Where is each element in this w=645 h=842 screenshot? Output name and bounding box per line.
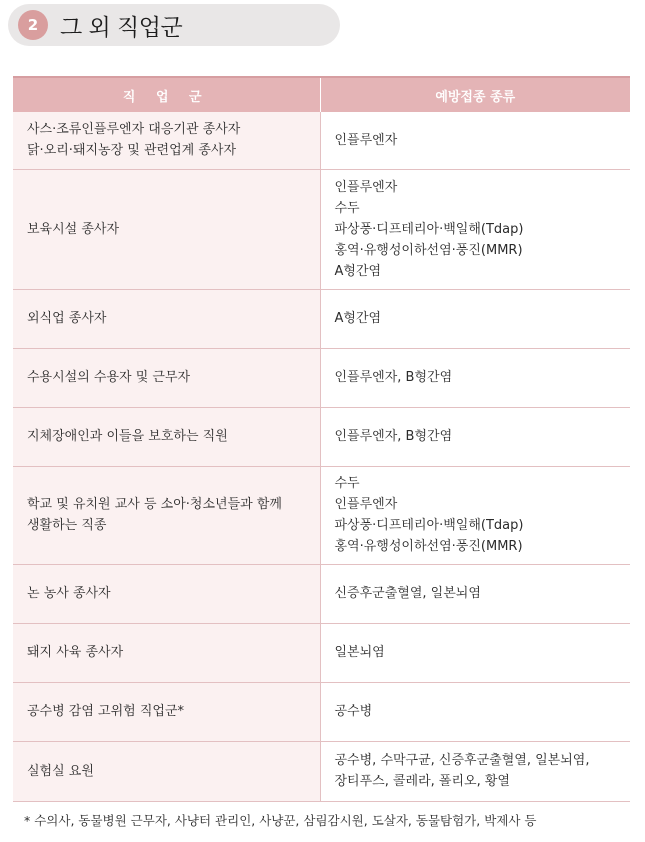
vaccine-text: 홍역·유행성이하선염·풍진(MMR) xyxy=(334,539,523,554)
section-header xyxy=(8,4,340,46)
section-title: 그 외 직업군 xyxy=(60,14,183,41)
vaccine-text: 공수병 xyxy=(334,704,373,719)
vaccine-text: 공수병, 수막구균, 신증후군출혈열, 일본뇌염, xyxy=(334,753,590,768)
table-row xyxy=(13,407,630,466)
vaccine-text: 파상풍·디프테리아·백일해(Tdap) xyxy=(334,518,524,533)
section-number-badge: 2 xyxy=(18,10,48,40)
occupation-vaccine-table xyxy=(13,76,630,802)
vaccine-text: 일본뇌염 xyxy=(334,645,385,660)
vaccine-cell xyxy=(320,169,630,289)
occupation-cell xyxy=(13,564,320,623)
occupation-cell xyxy=(13,289,320,348)
table-row xyxy=(13,564,630,623)
vaccine-cell xyxy=(320,289,630,348)
occupation-cell xyxy=(13,682,320,741)
vaccine-text: A형간염 xyxy=(334,311,382,326)
vaccine-cell xyxy=(320,564,630,623)
occupation-cell xyxy=(13,466,320,564)
occupation-cell xyxy=(13,407,320,466)
occupation-text: 생활하는 직종 xyxy=(27,518,107,533)
table-row xyxy=(13,348,630,407)
vaccine-cell xyxy=(320,741,630,801)
occupation-cell xyxy=(13,623,320,682)
occupation-text: 지체장애인과 이들을 보호하는 직원 xyxy=(27,429,228,444)
table-row xyxy=(13,289,630,348)
vaccine-cell xyxy=(320,407,630,466)
footnote: * 수의사, 동물병원 근무자, 사냥터 관리인, 사냥꾼, 삼림감시원, 도살자, 동물탐험가, 박제사 등 xyxy=(24,813,537,828)
vaccine-text: 수두 xyxy=(334,476,360,491)
table-row xyxy=(13,682,630,741)
table-row xyxy=(13,741,630,801)
table-row xyxy=(13,169,630,289)
occupation-cell xyxy=(13,741,320,801)
occupation-cell xyxy=(13,348,320,407)
vaccine-text: 신증후군출혈열, 일본뇌염 xyxy=(334,586,481,601)
vaccine-text: 장티푸스, 콜레라, 폴리오, 황열 xyxy=(334,774,510,789)
occupation-text: 보육시설 종사자 xyxy=(27,221,120,237)
vaccine-text: 수두 xyxy=(334,200,360,216)
occupation-cell xyxy=(13,169,320,289)
occupation-cell xyxy=(13,112,320,169)
table-row xyxy=(13,112,630,169)
vaccine-text: 인플루엔자, B형간염 xyxy=(334,370,453,385)
occupation-text: 돼지 사육 종사자 xyxy=(27,645,124,660)
vaccine-text: 홍역·유행성이하선염·풍진(MMR) xyxy=(334,242,523,258)
header-vaccine-type: 예방접종 종류 xyxy=(320,77,630,112)
vaccine-text: 인플루엔자, B형간염 xyxy=(334,429,453,444)
vaccine-text: 파상풍·디프테리아·백일해(Tdap) xyxy=(334,221,524,237)
header-occupation: 직 업 군 xyxy=(13,77,320,112)
vaccine-cell xyxy=(320,682,630,741)
occupation-text: 실험실 요원 xyxy=(27,763,94,779)
vaccine-cell xyxy=(320,623,630,682)
vaccine-text: 인플루엔자 xyxy=(334,497,398,512)
occupation-text: 사스·조류인플루엔자 대응기관 종사자 xyxy=(27,122,241,138)
occupation-text: 학교 및 유치원 교사 등 소아·청소년들과 함께 xyxy=(27,497,282,512)
vaccine-cell xyxy=(320,112,630,169)
occupation-text: 수용시설의 수용자 및 근무자 xyxy=(27,370,191,385)
occupation-text: 논 농사 종사자 xyxy=(27,586,111,601)
table-row xyxy=(13,623,630,682)
vaccine-text: A형간염 xyxy=(334,263,382,279)
vaccine-text: 인플루엔자 xyxy=(334,132,398,148)
vaccine-text: 인플루엔자 xyxy=(334,179,398,195)
occupation-text: 닭·오리·돼지농장 및 관련업계 종사자 xyxy=(27,143,237,159)
vaccine-cell xyxy=(320,466,630,564)
table-row xyxy=(13,466,630,564)
vaccine-cell xyxy=(320,348,630,407)
table-header-row xyxy=(13,77,630,112)
occupation-text: 공수병 감염 고위험 직업군* xyxy=(27,704,185,719)
occupation-text: 외식업 종사자 xyxy=(27,311,107,326)
